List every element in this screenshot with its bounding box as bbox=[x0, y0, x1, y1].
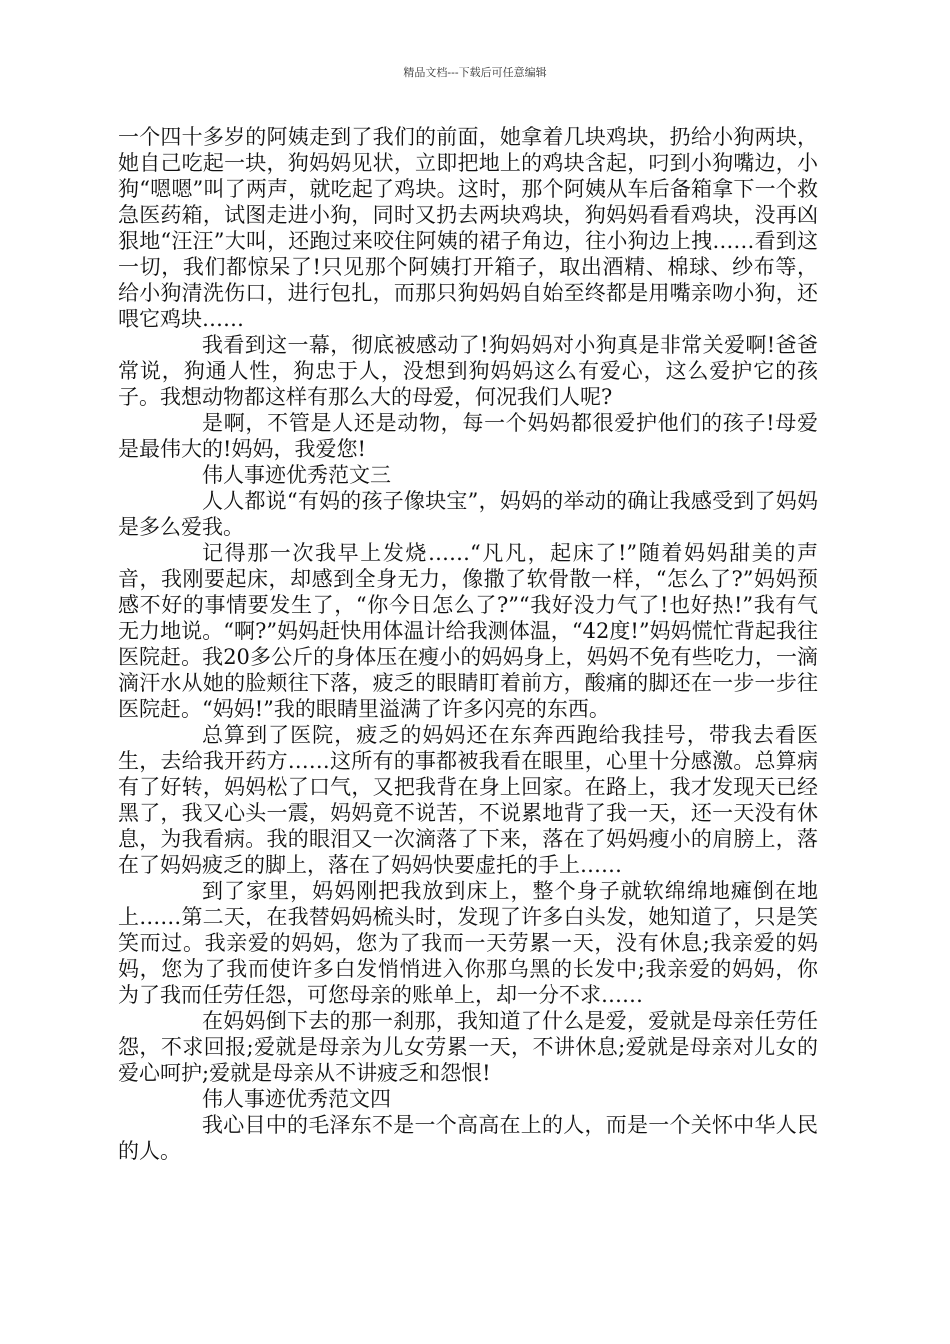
paragraph: 我看到这一幕，彻底被感动了!狗妈妈对小狗真是非常关爱啊!爸爸常说，狗通人性，狗忠于人，没想到狗妈妈这么有爱心，这么爱护它的孩子。我想动物都这样有那么大的母爱，何况我们人呢? bbox=[118, 333, 818, 409]
page-header: 精品文档---下载后可任意编辑 bbox=[403, 66, 547, 79]
paragraph: 总算到了医院，疲乏的妈妈还在东奔西跑给我挂号，带我去看医生，去给我开药方……这所有的事都被我看在眼里，心里十分感激。总算病有了好转，妈妈松了口气，又把我背在身上回家。在路上，我才发现天已经黑了，我又心头一震，妈妈竟不说苦，不说累地背了我一天，还一天没有休息，为我看病。我的眼泪又一次滴落了下来，落在了妈妈瘦小的肩膀上，落在了妈妈疲乏的脚上，落在了妈妈快要虚托的手上…… bbox=[118, 723, 818, 877]
paragraph: 到了家里，妈妈刚把我放到床上，整个身子就软绵绵地瘫倒在地上……第二天，在我替妈妈梳头时，发现了许多白头发，她知道了，只是笑笑而过。我亲爱的妈妈，您为了我而一天劳累一天，没有休息;我亲爱的妈妈，您为了我而使许多白发悄悄进入你那乌黑的长发中;我亲爱的妈妈，你为了我而任劳任怨，可您母亲的账单上，却一分不求…… bbox=[118, 879, 818, 1007]
section-heading: 伟人事迹优秀范文三 bbox=[202, 463, 391, 487]
paragraph: 是啊，不管是人还是动物，每一个妈妈都很爱护他们的孩子!母爱是最伟大的!妈妈，我爱您! bbox=[118, 411, 818, 461]
section-heading: 伟人事迹优秀范文四 bbox=[202, 1087, 391, 1111]
paragraph-continued: 一个四十多岁的阿姨走到了我们的前面，她拿着几块鸡块，扔给小狗两块，她自己吃起一块，狗妈妈见状，立即把地上的鸡块含起，叼到小狗嘴边，小狗“嗯嗯”叫了两声，就吃起了鸡块。这时，那个阿姨从车后备箱拿下一个救急医药箱，试图走进小狗，同时又扔去两块鸡块，狗妈妈看看鸡块，没再凶狠地“汪汪”大叫，还跑过来咬住阿姨的裙子角边，往小狗边上拽……看到这一切，我们都惊呆了!只见那个阿姨打开箱子，取出酒精、棉球、纱布等，给小狗清洗伤口，进行包扎，而那只狗妈妈自始至终都是用嘴亲吻小狗，还喂它鸡块…… bbox=[118, 125, 818, 331]
paragraph: 记得那一次我早上发烧……“凡凡，起床了!”随着妈妈甜美的声音，我刚要起床，却感到全身无力，像撒了软骨散一样，“怎么了?”妈妈预感不好的事情要发生了，“你今日怎么了?”“我好没力气了!也好热!”我有气无力地说。“啊?”妈妈赶快用体温计给我测体温，“42度!”妈妈慌忙背起我往医院赶。我20多公斤的身体压在瘦小的妈妈身上，妈妈不免有些吃力，一滴滴汗水从她的脸颊往下落，疲乏的眼睛盯着前方，酸痛的脚还在一步一步往医院赶。“妈妈!”我的眼睛里溢满了许多闪亮的东西。 bbox=[118, 541, 818, 721]
paragraph: 人人都说“有妈的孩子像块宝”，妈妈的举动的确让我感受到了妈妈是多么爱我。 bbox=[118, 489, 818, 539]
paragraph: 在妈妈倒下去的那一刹那，我知道了什么是爱，爱就是母亲任劳任怨，不求回报;爱就是母亲为儿女劳累一天，不讲休息;爱就是母亲对儿女的爱心呵护;爱就是母亲从不讲疲乏和怨恨! bbox=[118, 1009, 818, 1085]
document-body bbox=[118, 124, 818, 1164]
paragraph: 我心目中的毛泽东不是一个高高在上的人，而是一个关怀中华人民的人。 bbox=[118, 1113, 818, 1163]
